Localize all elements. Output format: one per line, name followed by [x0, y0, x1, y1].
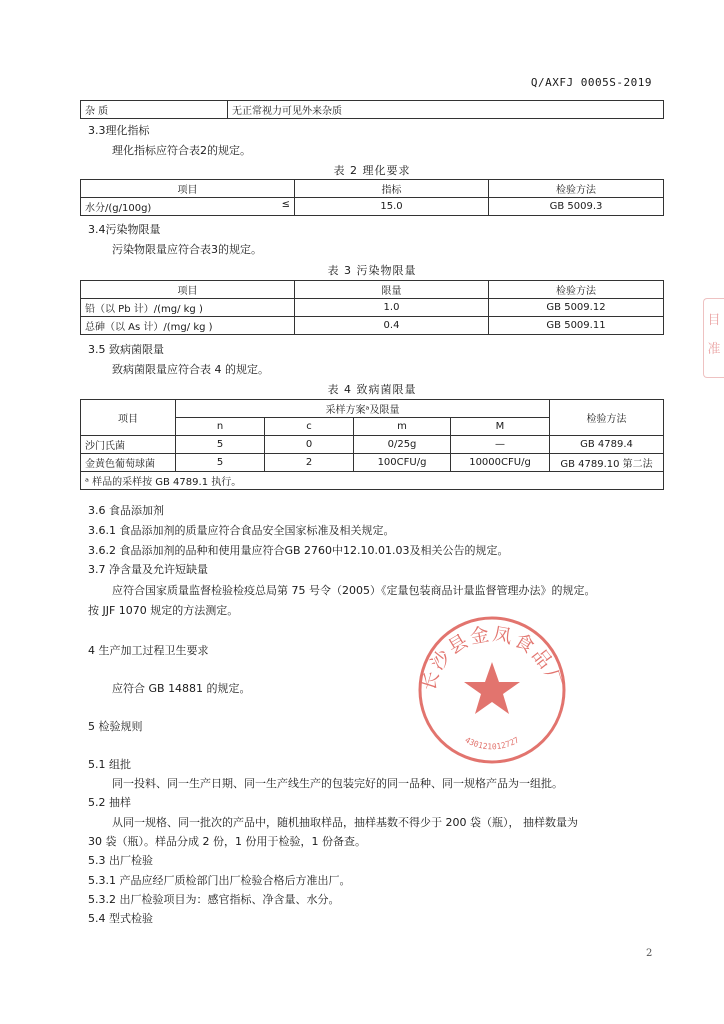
moisture-comparator: ≤	[281, 199, 290, 210]
section-5-title: 5 检验规则	[88, 720, 143, 733]
table-4-cell-m: 0/25g	[354, 436, 451, 454]
svg-text:长沙县金凤食品厂: 长沙县金凤食品厂	[417, 623, 567, 694]
section-5-2-body-1: 从同一规格、同一批次的产品中，随机抽取样品，抽样基数不得少于 200 袋（瓶）， 抽样数量为	[112, 816, 578, 829]
section-3-3-body: 理化指标应符合表2的规定。	[112, 144, 251, 157]
moisture-label: 水分/(g/100g)	[85, 203, 152, 214]
table-2-cell-item	[81, 198, 295, 216]
table-4-sub-n: n	[176, 418, 265, 436]
table-4-header-group: 采样方案ᵃ及限量	[176, 400, 550, 418]
table-row	[81, 180, 664, 198]
section-5-3-title: 5.3 出厂检验	[88, 854, 153, 867]
table-row	[81, 472, 664, 490]
table-3-header-limit: 限量	[295, 281, 489, 299]
table-4-cell-M: 10000CFU/g	[451, 454, 550, 472]
svg-text:430121012727: 430121012727	[463, 735, 521, 752]
section-3-5-title: 3.5 致病菌限量	[88, 343, 164, 356]
table-4-cell-item: 沙门氏菌	[81, 436, 176, 454]
section-3-6-title: 3.6 食品添加剂	[88, 504, 164, 517]
section-5-2-body-2: 30 袋（瓶）。样品分成 2 份，1 份用于检验，1 份备查。	[88, 835, 366, 848]
table-4-cell-n: 5	[176, 454, 265, 472]
table-row	[81, 281, 664, 299]
table-3-cell-item: 总砷（以 As 计）/(mg/ kg )	[81, 317, 295, 335]
table-3-cell-method: GB 5009.12	[489, 299, 664, 317]
table-4-header-item: 项目	[81, 400, 176, 436]
table-2-header-item: 项目	[81, 180, 295, 198]
table-4-cell-M: —	[451, 436, 550, 454]
section-5-2-title: 5.2 抽样	[88, 796, 131, 809]
section-4-title: 4 生产加工过程卫生要求	[88, 644, 209, 657]
table-2-cell-method: GB 5009.3	[489, 198, 664, 216]
impurity-value: 无正常视力可见外来杂质	[228, 101, 664, 119]
table-3-caption: 表 3 污染物限量	[327, 264, 417, 277]
table-2-cell-value: 15.0	[295, 198, 489, 216]
section-3-6-1: 3.6.1 食品添加剂的质量应符合食品安全国家标准及相关规定。	[88, 524, 395, 537]
table-3-cell-method: GB 5009.11	[489, 317, 664, 335]
table-3	[80, 280, 664, 335]
table-3-cell-limit: 1.0	[295, 299, 489, 317]
table-4-cell-m: 100CFU/g	[354, 454, 451, 472]
table-2	[80, 179, 664, 216]
section-5-3-1: 5.3.1 产品应经厂质检部门出厂检验合格后方准出厂。	[88, 874, 351, 887]
table-4-caption: 表 4 致病菌限量	[327, 383, 417, 396]
section-5-4-title: 5.4 型式检验	[88, 912, 153, 925]
table-4-cell-c: 0	[265, 436, 354, 454]
table-row	[81, 436, 664, 454]
section-5-1-title: 5.1 组批	[88, 758, 131, 771]
section-3-4-body: 污染物限量应符合表3的规定。	[112, 243, 262, 256]
impurity-label: 杂 质	[81, 101, 228, 119]
table-4-cell-item: 金黄色葡萄球菌	[81, 454, 176, 472]
table-3-cell-limit: 0.4	[295, 317, 489, 335]
table-row	[81, 299, 664, 317]
table-2-header-method: 检验方法	[489, 180, 664, 198]
table-4-sub-M: M	[451, 418, 550, 436]
star-icon	[464, 662, 520, 714]
section-3-5-body: 致病菌限量应符合表 4 的规定。	[112, 363, 269, 376]
side-stamp: 目 准	[703, 298, 724, 378]
company-seal	[412, 610, 572, 770]
page-number: 2	[646, 948, 653, 959]
table-4-cell-n: 5	[176, 436, 265, 454]
section-3-7-body-1: 应符合国家质量监督检验检疫总局第 75 号令（2005）《定量包装商品计量监督管理办法》的规定。	[112, 584, 596, 597]
table-4-sub-m: m	[354, 418, 451, 436]
table-3-header-item: 项目	[81, 281, 295, 299]
impurity-table	[80, 100, 664, 119]
section-3-7-body-2: 按 JJF 1070 规定的方法测定。	[88, 604, 239, 617]
section-5-1-body: 同一投料、同一生产日期、同一生产线生产的包装完好的同一品种、同一规格产品为一组批。	[112, 777, 563, 790]
table-4-note: ᵃ 样品的采样按 GB 4789.1 执行。	[81, 472, 664, 490]
table-2-header-limit: 指标	[295, 180, 489, 198]
table-row	[81, 317, 664, 335]
table-row	[81, 400, 664, 418]
table-row	[81, 198, 664, 216]
table-3-cell-item: 铅（以 Pb 计）/(mg/ kg )	[81, 299, 295, 317]
table-4-cell-method: GB 4789.4	[550, 436, 664, 454]
table-row	[81, 454, 664, 472]
document-code: Q/AXFJ 0005S-2019	[530, 76, 652, 89]
section-3-3-title: 3.3理化指标	[88, 124, 150, 137]
section-3-4-title: 3.4污染物限量	[88, 223, 161, 236]
table-4-cell-method: GB 4789.10 第二法	[550, 454, 664, 472]
table-3-header-method: 检验方法	[489, 281, 664, 299]
table-4-sub-c: c	[265, 418, 354, 436]
table-2-caption: 表 2 理化要求	[333, 164, 411, 177]
table-4-cell-c: 2	[265, 454, 354, 472]
table-4-header-method: 检验方法	[550, 400, 664, 436]
section-5-3-2: 5.3.2 出厂检验项目为：感官指标、净含量、水分。	[88, 893, 340, 906]
section-3-7-title: 3.7 净含量及允许短缺量	[88, 563, 208, 576]
section-3-6-2: 3.6.2 食品添加剂的品种和使用量应符合GB 2760中12.10.01.03及相关公告的规定。	[88, 544, 509, 557]
section-4-body: 应符合 GB 14881 的规定。	[112, 682, 251, 695]
table-4	[80, 399, 664, 490]
